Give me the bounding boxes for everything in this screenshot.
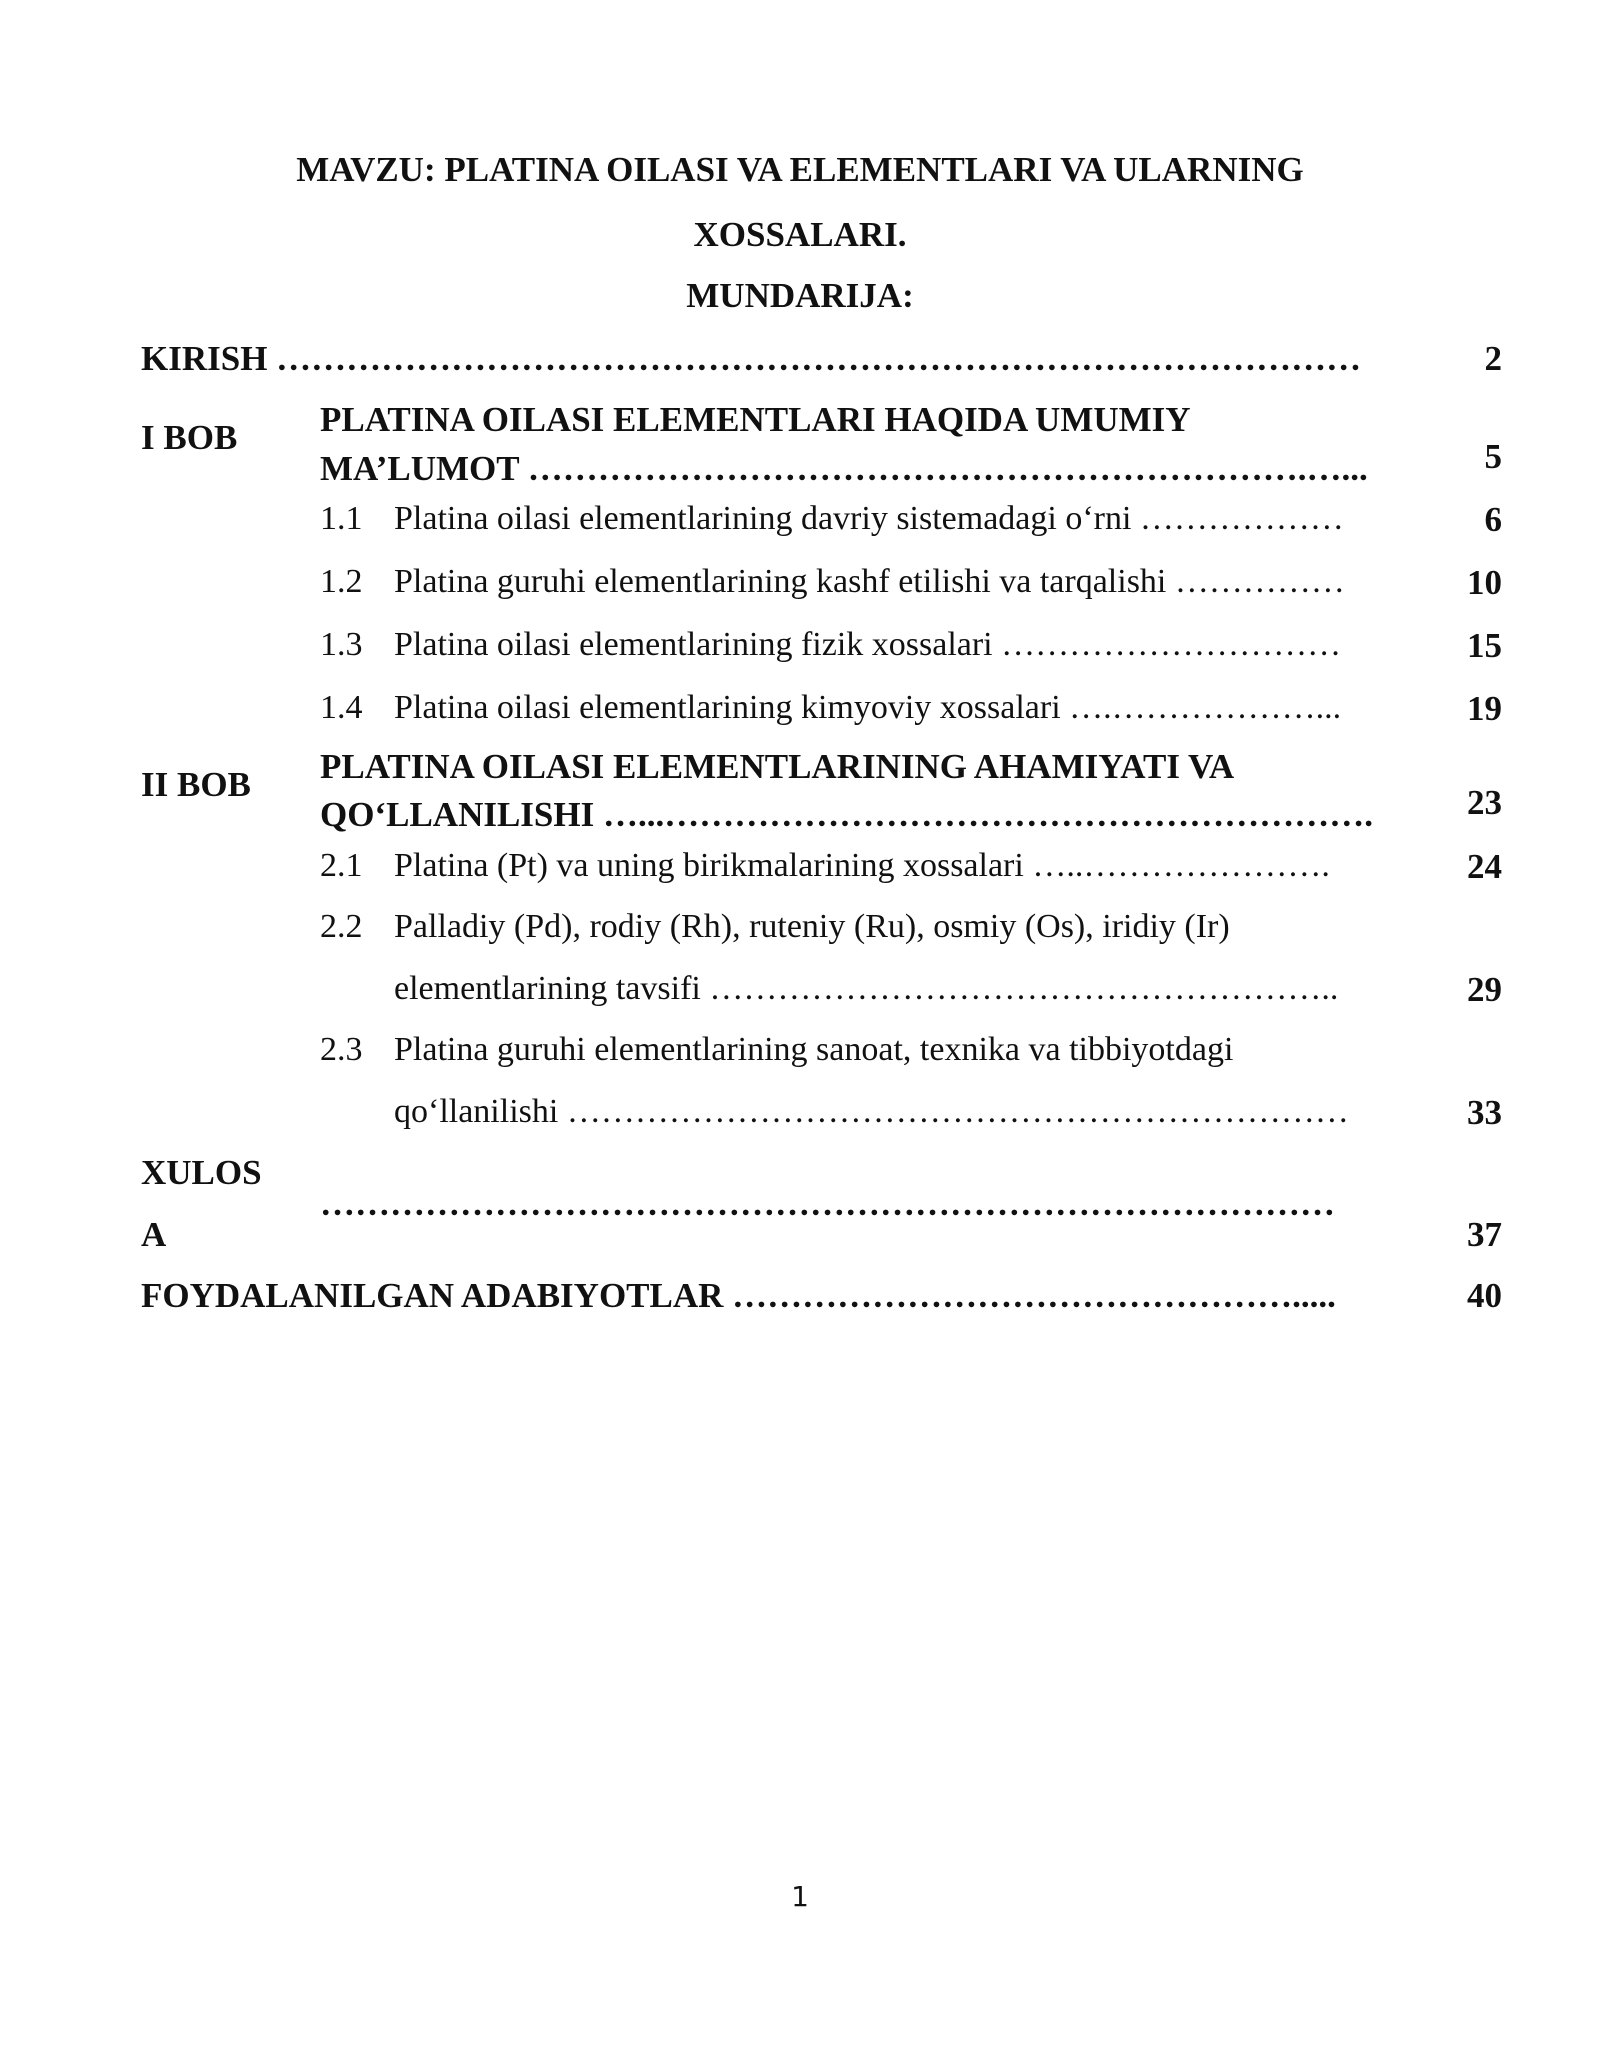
section-title-1-2: Platina guruhi elementlarining kashf etilishi va tarqalishi …………… (394, 563, 1345, 600)
chapter1-title-line2: MA’LUMOT ………………………………………………………….…... (320, 449, 1368, 488)
section-title-2-3-line2: qo‘llanilishi …………………………………………………………… (394, 1093, 1349, 1130)
conclusion-label-line1: XULOS (141, 1153, 262, 1192)
section-number-1-1: 1.1 (320, 500, 363, 537)
toc-entry-kirish: KIRISH ………………………………………………………………………………… (141, 339, 1362, 378)
toc-page-kirish: 2 (1484, 339, 1502, 378)
section-number-2-2: 2.2 (320, 908, 363, 945)
section-title-2-3-line1: Platina guruhi elementlarining sanoat, texnika va tibbiyotdagi (394, 1031, 1234, 1068)
toc-page-2-2: 29 (1467, 970, 1502, 1009)
toc-page-1-3: 15 (1467, 626, 1502, 665)
chapter1-label: I BOB (141, 418, 238, 457)
toc-page-1-4: 19 (1467, 689, 1502, 728)
document-title-line2: XOSSALARI. (693, 215, 907, 254)
section-title-2-2-line2: elementlarining tavsifi ……………………………………………….. (394, 970, 1339, 1007)
chapter1-title-line1: PLATINA OILASI ELEMENTLARI HAQIDA UMUMIY (320, 400, 1191, 439)
toc-page-2-3: 33 (1467, 1093, 1502, 1132)
toc-page-1-2: 10 (1467, 563, 1502, 602)
conclusion-label-line2: A (141, 1215, 167, 1254)
chapter2-label: II BOB (141, 765, 251, 804)
section-number-1-4: 1.4 (320, 689, 363, 726)
section-title-1-1: Platina oilasi elementlarining davriy sistemadagi o‘rni ……………… (394, 500, 1344, 537)
section-title-1-4: Platina oilasi elementlarining kimyoviy xossalari ….………………... (394, 689, 1342, 726)
section-number-2-3: 2.3 (320, 1031, 363, 1068)
toc-page-chapter1: 5 (1484, 437, 1502, 476)
toc-entry-references: FOYDALANILGAN ADABIYOTLAR …………………………………………..... (141, 1276, 1336, 1315)
chapter2-title-line1: PLATINA OILASI ELEMENTLARINING AHAMIYATI VA (320, 747, 1235, 786)
section-number-2-1: 2.1 (320, 847, 363, 884)
document-title-line1: MAVZU: PLATINA OILASI VA ELEMENTLARI VA ULARNING (296, 150, 1304, 189)
toc-page-references: 40 (1467, 1276, 1502, 1315)
conclusion-leader-dots: …………………………………………………………………………… (320, 1184, 1335, 1223)
toc-page-chapter2: 23 (1467, 783, 1502, 822)
chapter2-title-line2: QO‘LLANILISHI …...……………………………………………………. (320, 795, 1373, 834)
toc-page-2-1: 24 (1467, 847, 1502, 886)
section-title-2-1: Platina (Pt) va uning birikmalarining xossalari …..…………………. (394, 847, 1330, 884)
section-title-1-3: Platina oilasi elementlarining fizik xossalari ………………………… (394, 626, 1342, 663)
toc-page-conclusion: 37 (1467, 1215, 1502, 1254)
section-title-2-2-line1: Palladiy (Pd), rodiy (Rh), ruteniy (Ru), osmiy (Os), iridiy (Ir) (394, 908, 1230, 945)
section-number-1-2: 1.2 (320, 563, 363, 600)
section-number-1-3: 1.3 (320, 626, 363, 663)
contents-heading: MUNDARIJA: (686, 276, 914, 315)
page-number: 1 (791, 1880, 809, 1913)
toc-page-1-1: 6 (1484, 500, 1502, 539)
